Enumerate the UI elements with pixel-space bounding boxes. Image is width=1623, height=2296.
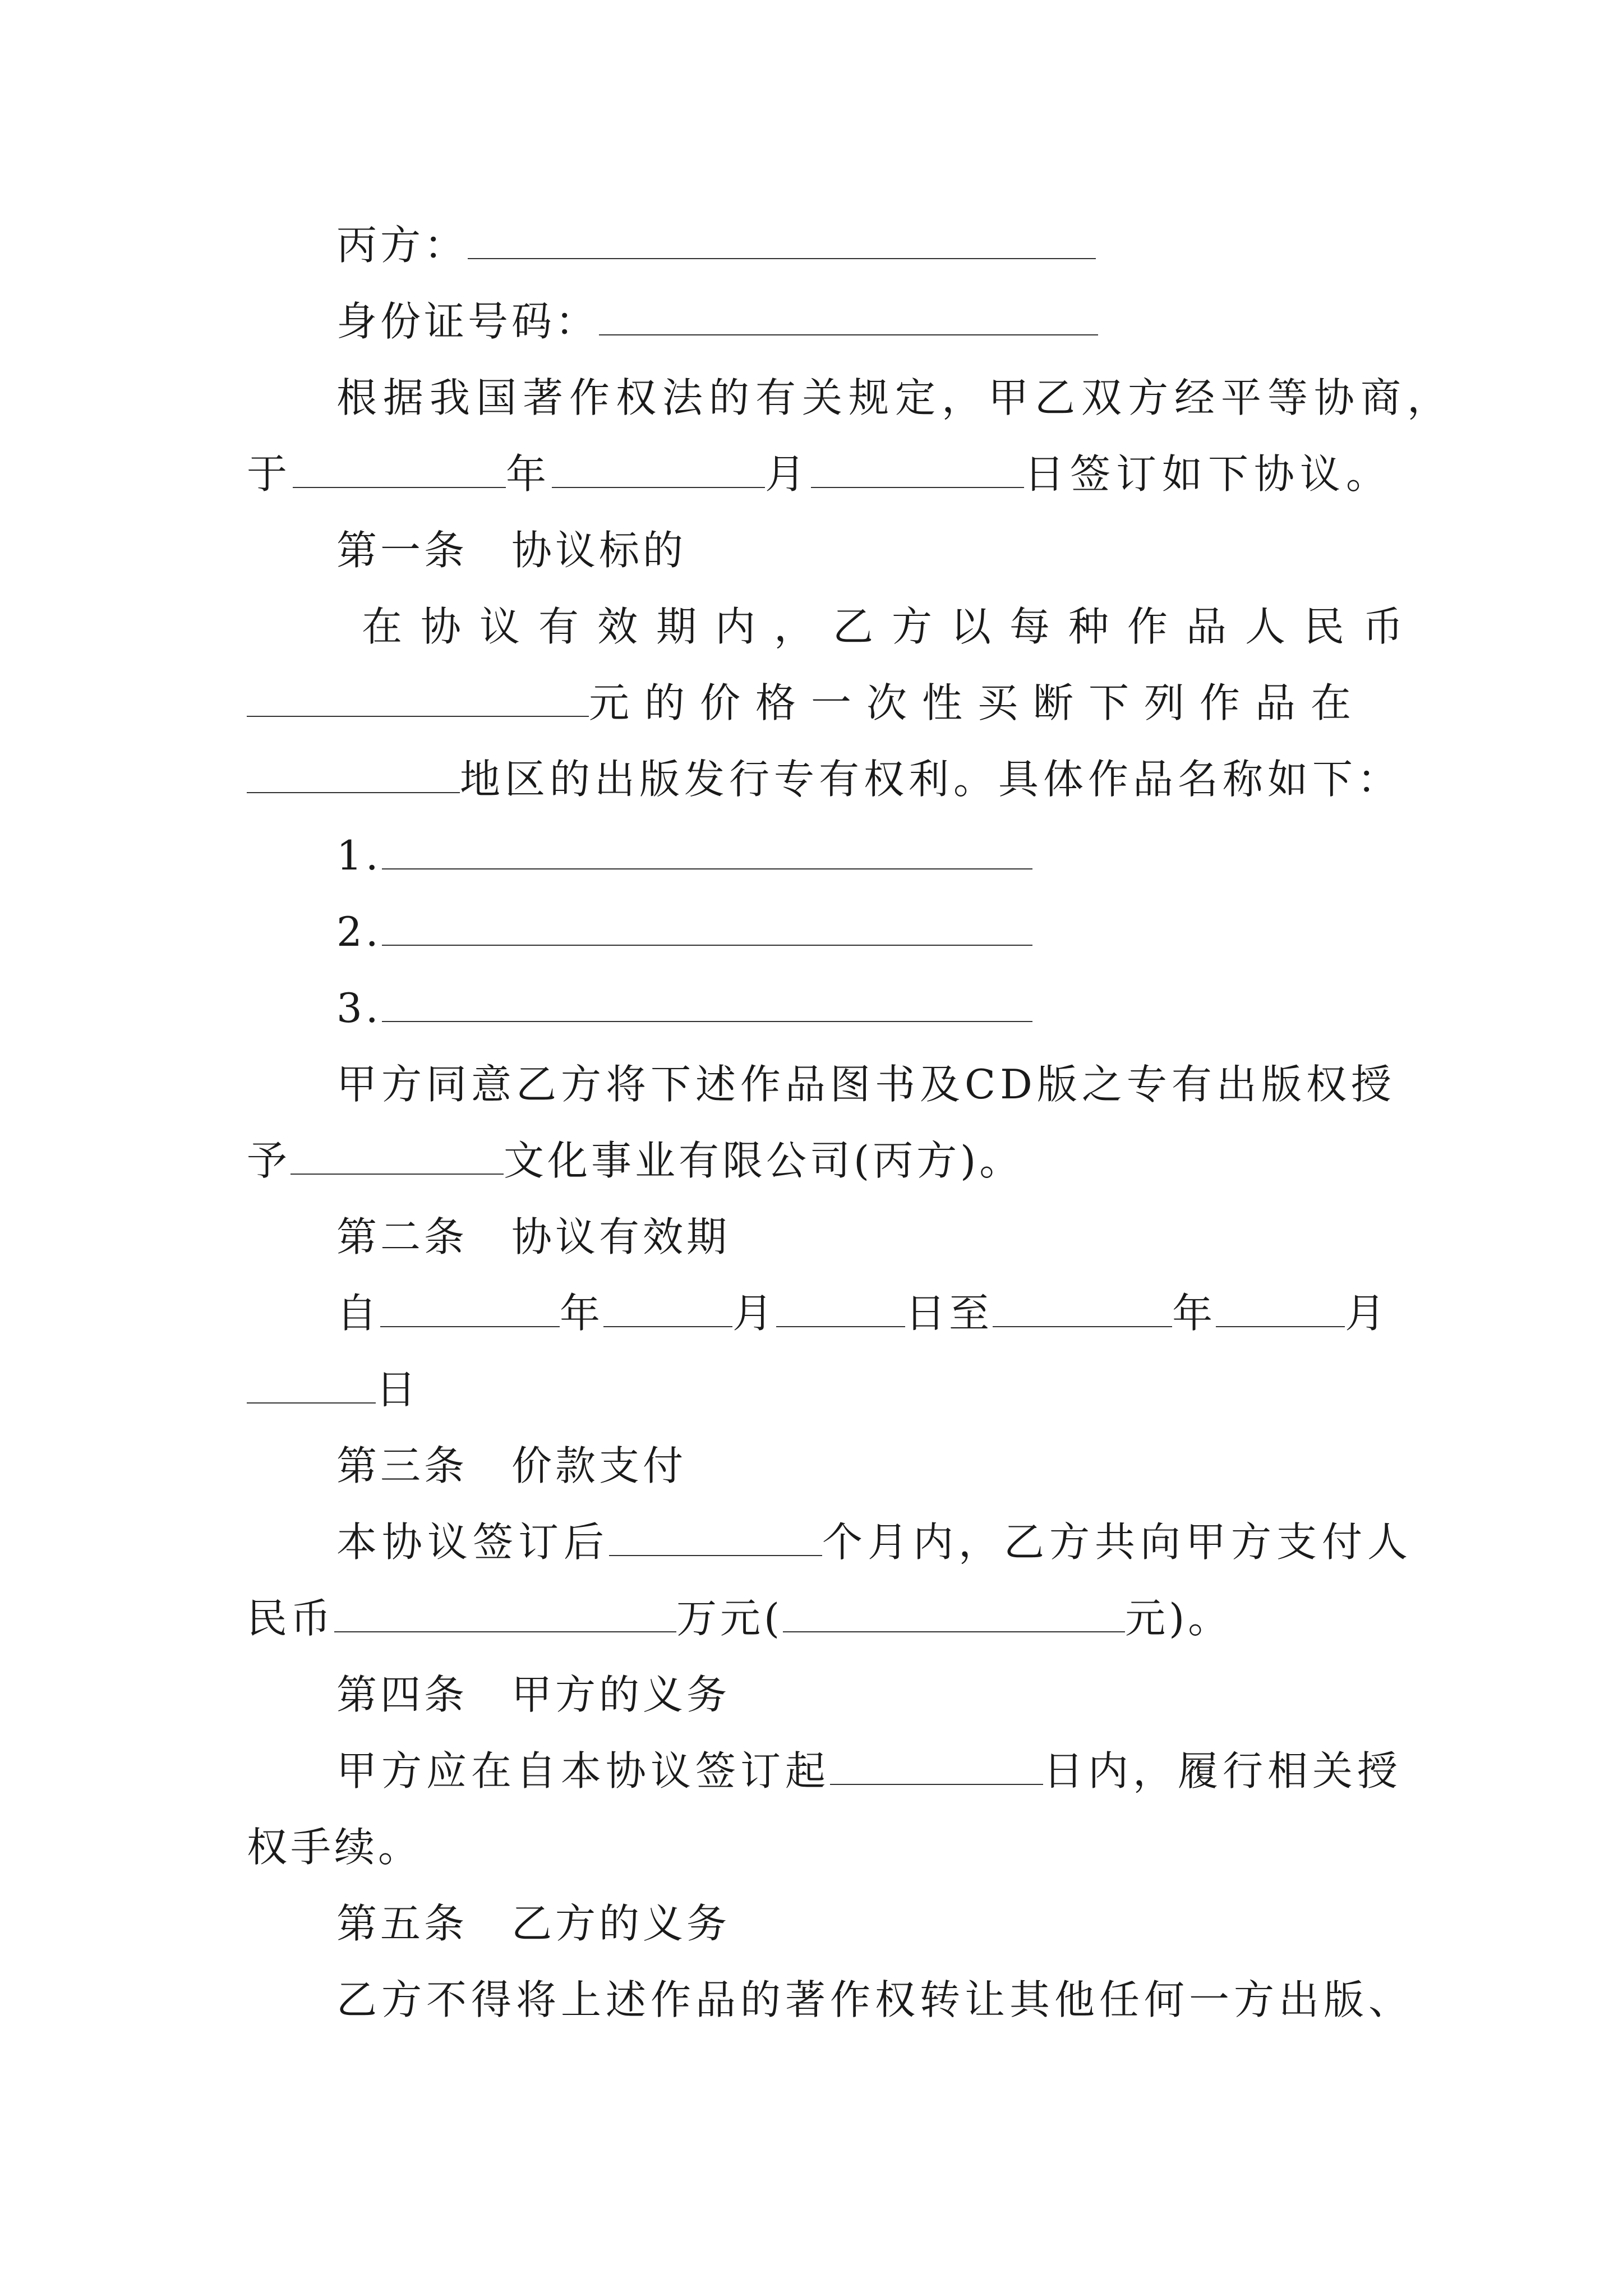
payment-line-2-b: 万元( [676,1595,783,1642]
validity-line-2 [247,1361,419,1418]
preamble-rest: 日签订如下协议。 [1024,450,1393,498]
article4-title: 第四条 甲方的义务 [336,1671,731,1718]
validity-line-1 [336,1285,1389,1341]
payment-line-1-a: 本协议签订后 [336,1519,610,1566]
obligation-a-line-2: 权手续。 [247,1824,422,1871]
validity-year2-label: 年 [1172,1290,1216,1337]
article1-line-2-text: 元的价格一次性买断下列作品在 [589,679,1367,726]
sign-year-blank[interactable] [293,453,506,488]
article5-title: 第五条 乙方的义务 [336,1900,731,1947]
company-blank[interactable] [291,1140,504,1175]
article1-line-2 [247,675,1366,731]
payment-line-2-c: 元)。 [1125,1595,1232,1642]
start-year-blank[interactable] [380,1292,560,1327]
obligation-a-line-1-a: 甲方应在自本协议签订起 [336,1747,831,1795]
article3-title: 第三条 价款支付 [336,1442,687,1489]
validity-day2-label: 日 [376,1366,420,1413]
preamble-month-label: 月 [765,450,811,498]
article2-title: 第二条 协议有效期 [336,1213,731,1260]
article1-title: 第一条 协议标的 [336,527,687,574]
work-item-3 [336,980,1032,1036]
payment-line-1 [336,1514,1413,1570]
start-day-blank[interactable] [776,1292,905,1327]
work-item-2 [336,904,1032,960]
grant-rest: 文化事业有限公司(丙方)。 [504,1137,1023,1184]
id-number-line [336,293,1098,349]
grant-line-2 [247,1133,1023,1189]
validity-day-to: 日至 [905,1290,993,1337]
work-item-1 [336,827,1032,884]
preamble-yu: 于 [247,450,293,498]
preamble-year-label: 年 [506,450,552,498]
work-item-3-number: 3. [336,984,382,1032]
article1-line-1: 在协议有效期内，乙方以每种作品人民币 [362,603,1422,650]
payment-line-2-a: 民币 [247,1595,335,1642]
obligation-a-line-1 [336,1743,1402,1799]
validity-year-label: 年 [560,1290,604,1337]
start-month-blank[interactable] [603,1292,732,1327]
region-blank[interactable] [247,758,460,793]
work-item-2-blank[interactable] [382,911,1032,946]
grant-yu: 予 [247,1137,291,1184]
sign-day-blank[interactable] [811,453,1024,488]
validity-month-label: 月 [732,1290,777,1337]
article1-line-3-text: 地区的出版发行专有权利。具体作品名称如下： [460,756,1403,803]
sign-month-blank[interactable] [552,453,765,488]
payment-months-blank[interactable] [609,1521,822,1556]
validity-month2-label: 月 [1345,1290,1389,1337]
payment-line-2 [247,1590,1232,1646]
preamble-line-2 [247,446,1392,502]
article1-line-3 [247,751,1402,807]
party-c-label: 丙方： [336,222,468,269]
end-year-blank[interactable] [993,1292,1172,1327]
price-blank[interactable] [247,682,589,717]
end-month-blank[interactable] [1216,1292,1345,1327]
grant-line-1: 甲方同意乙方将下述作品图书及CD版之专有出版权授 [336,1061,1396,1108]
id-number-blank[interactable] [599,301,1098,335]
work-item-2-number: 2. [336,908,382,955]
payment-yuan-blank[interactable] [783,1598,1125,1632]
work-item-1-number: 1. [336,832,382,879]
payment-line-1-b: 个月内，乙方共向甲方支付人 [822,1519,1413,1566]
obligation-a-line-1-b: 日内，履行相关授 [1043,1747,1403,1795]
obligation-b-line-1: 乙方不得将上述作品的著作权转让其他任何一方出版、 [336,1976,1414,2023]
work-item-1-blank[interactable] [382,835,1032,869]
obligation-days-blank[interactable] [830,1750,1043,1785]
payment-wan-blank[interactable] [334,1598,676,1632]
party-c-line [336,217,1096,273]
party-c-blank[interactable] [468,224,1096,259]
id-number-label: 身份证号码： [336,298,600,345]
preamble-line-1: 根据我国著作权法的有关规定，甲乙双方经平等协商， [336,374,1454,421]
work-item-3-blank[interactable] [382,987,1032,1022]
end-day-blank[interactable] [247,1369,376,1404]
validity-zi: 自 [336,1290,381,1337]
